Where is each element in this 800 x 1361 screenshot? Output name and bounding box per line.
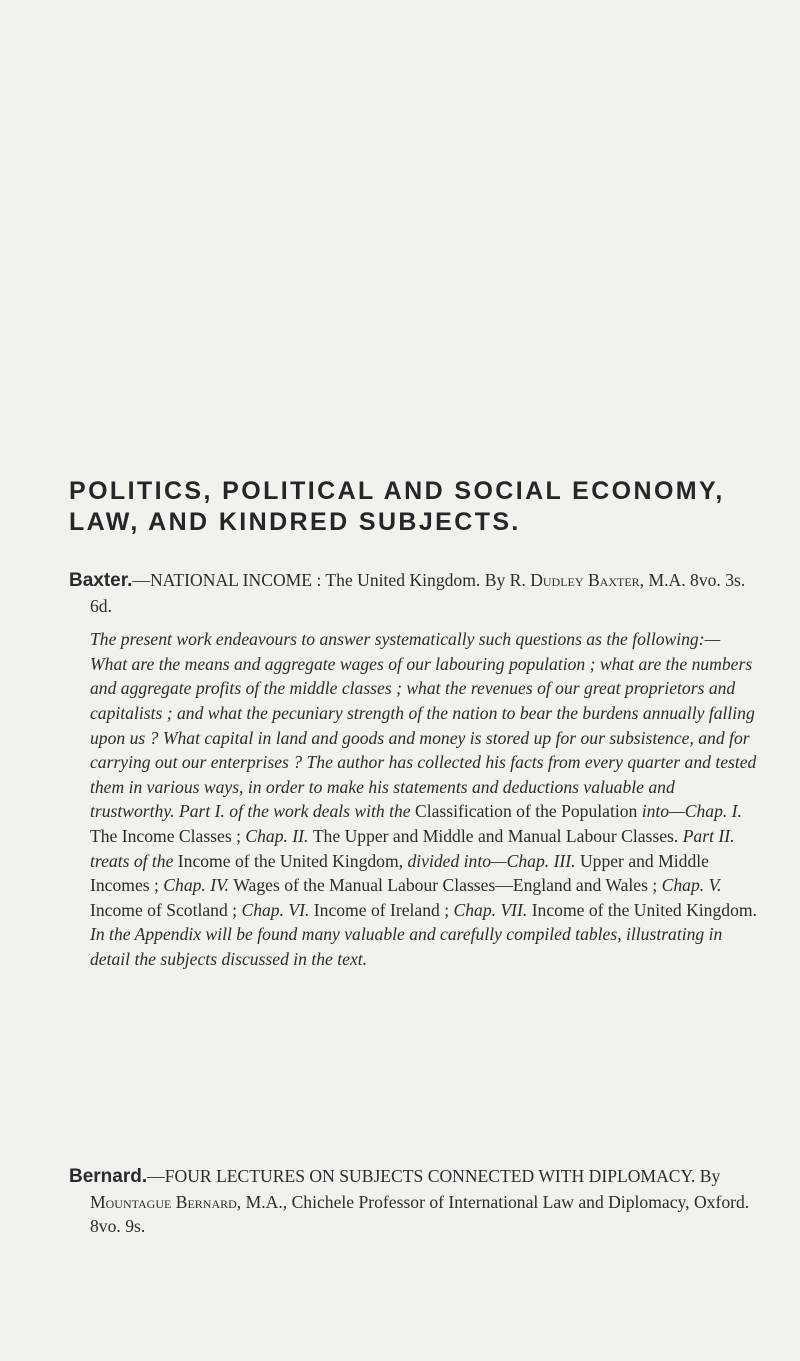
entry-byline: Mountague Bernard, M.A.,	[90, 1191, 288, 1212]
description-segment: into—Chap. I.	[641, 801, 742, 822]
description-segment: Income of Scotland ;	[90, 899, 242, 920]
description-segment: Income of the United Kingdom,	[177, 850, 408, 871]
description-segment: The present work endeavours to answer systematically such questions as the following:— What are the means and aggregate wages of our labouring population ; what are the numbers and aggregate profits of the middle classes ; what the revenues of our great proprietors and capitalists ; and what the pecuniary strength of the nation to bear the burdens annually falling upon us ? What capital in land and goods and money is stored up for our subsistence, and for carrying out our enterprises ? The author has collected his facts from every quarter and tested them in various ways, in order to make his statements and deductions valuable and trustworthy. Part I. of the work deals with the	[90, 629, 757, 822]
entry-format-price: 8vo. 3s. 6d.	[90, 570, 746, 616]
entry-header	[69, 1164, 759, 1239]
entry-description	[69, 627, 759, 971]
description-segment: The Upper and Middle and Manual Labour Classes.	[312, 825, 683, 846]
description-segment: Part II. treats of the	[90, 825, 735, 871]
description-segment: Chap. V.	[661, 875, 722, 896]
catalogue-entry-baxter	[69, 568, 759, 972]
entry-title: —NATIONAL INCOME : The United Kingdom. By	[132, 570, 506, 590]
description-segment: Chap. IV.	[163, 875, 234, 896]
description-segment: Chap. VII.	[453, 899, 532, 920]
description-segment: Income of Ireland ;	[313, 899, 454, 920]
entry-header	[69, 568, 759, 618]
description-segment: Upper and Middle Incomes ;	[90, 850, 709, 896]
entry-byline: R. Dudley Baxter, M.A.	[509, 570, 686, 590]
description-segment: In the Appendix will be found many valuable and carefully compiled tables, illustrating in detail the subjects discussed in the text.	[90, 924, 723, 969]
section-heading: POLITICS, POLITICAL AND SOCIAL ECONOMY, LAW, AND KINDRED SUBJECTS.	[69, 477, 725, 536]
description-segment: Income of the United Kingdom.	[531, 899, 757, 920]
entry-author: Baxter.	[69, 570, 133, 591]
catalogue-entry-bernard	[69, 1164, 759, 1239]
description-segment: Wages of the Manual Labour Classes—England and Wales ;	[233, 875, 662, 896]
description-segment: Classification of the Population	[415, 801, 642, 822]
description-segment: Chap. II.	[245, 825, 313, 846]
entry-title: —FOUR LECTURES ON SUBJECTS CONNECTED WITH DIPLOMACY. By	[147, 1166, 721, 1186]
description-segment: Chap. VI.	[241, 899, 314, 920]
entry-format-price: Chichele Professor of International Law and Diplomacy, Oxford. 8vo. 9s.	[90, 1191, 750, 1237]
description-segment: divided into—Chap. III.	[407, 850, 580, 871]
description-segment: The Income Classes ;	[90, 825, 246, 846]
entry-author: Bernard.	[69, 1166, 148, 1187]
